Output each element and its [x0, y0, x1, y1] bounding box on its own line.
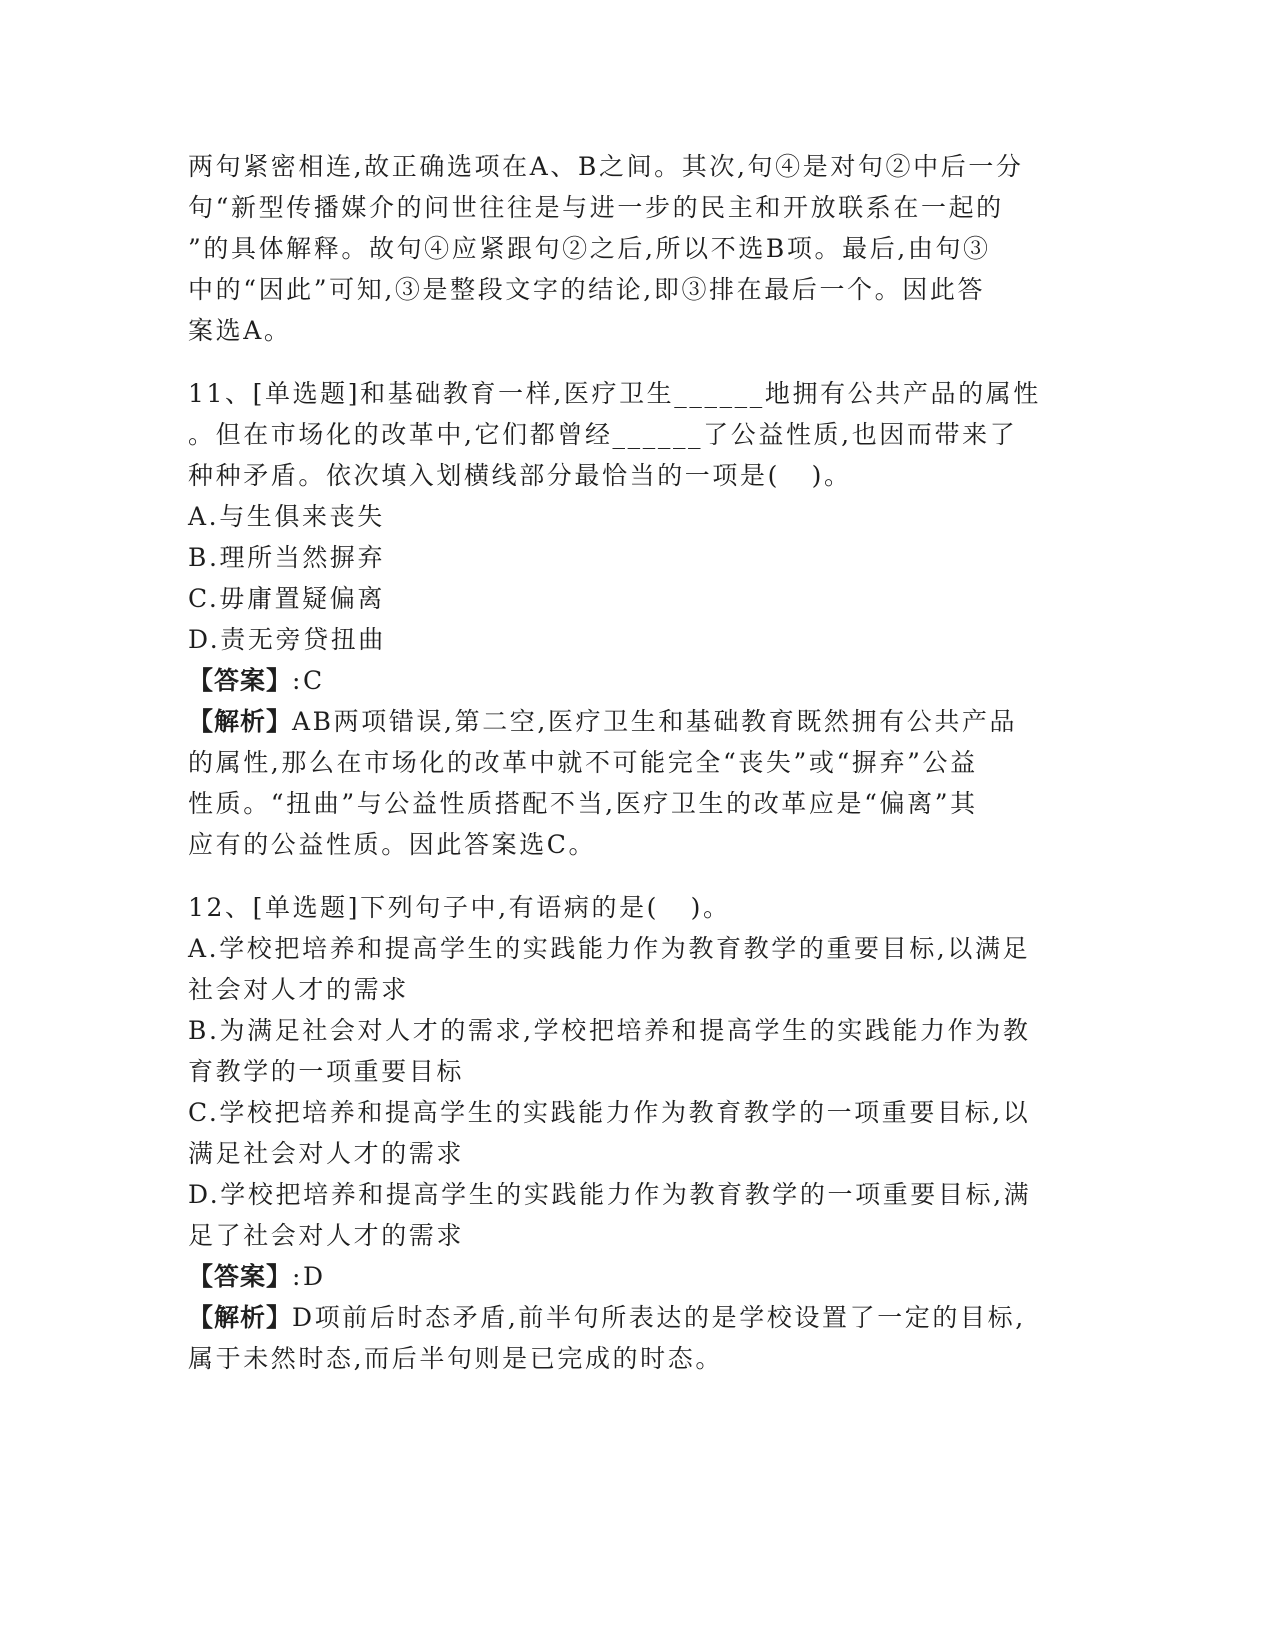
- option-line: 足了社会对人才的需求: [188, 1221, 465, 1250]
- answer-line: [188, 660, 1088, 701]
- option-line: D.学校把培养和提高学生的实践能力作为教育教学的一项重要目标,满: [188, 1180, 1032, 1209]
- answer-label: 【答案】: [188, 666, 293, 695]
- option-c: C.毋庸置疑偏离: [188, 584, 385, 613]
- answer-line: [188, 1256, 1088, 1297]
- question-stem-line: 11、[单选题]和基础教育一样,医疗卫生______地拥有公共产品的属性: [188, 379, 1041, 408]
- analysis-line: 应有的公益性质。因此答案选C。: [188, 830, 597, 859]
- analysis-line: 中的“因此”可知,③是整段文字的结论,即③排在最后一个。因此答: [188, 275, 986, 304]
- analysis-label: 【解析】: [188, 1303, 293, 1332]
- previous-analysis: [188, 146, 1088, 351]
- option-b: B.理所当然摒弃: [188, 543, 386, 572]
- option-line: 育教学的一项重要目标: [188, 1057, 465, 1086]
- document-page: [188, 146, 1088, 1379]
- analysis-line: [188, 1297, 1088, 1338]
- option-line: B.为满足社会对人才的需求,学校把培养和提高学生的实践能力作为教: [188, 1016, 1031, 1045]
- analysis-label: 【解析】: [188, 707, 293, 736]
- analysis-line: ”的具体解释。故句④应紧跟句②之后,所以不选B项。最后,由句③: [188, 234, 991, 263]
- question-stem-line: 。但在市场化的改革中,它们都曾经______了公益性质,也因而带来了: [188, 420, 1018, 449]
- question-11: [188, 373, 1088, 865]
- analysis-line: 案选A。: [188, 316, 292, 345]
- question-stem-line: 12、[单选题]下列句子中,有语病的是( )。: [188, 893, 731, 922]
- option-line: 社会对人才的需求: [188, 975, 409, 1004]
- option-line: 满足社会对人才的需求: [188, 1139, 465, 1168]
- spacer: [188, 865, 1088, 887]
- answer-value: :D: [292, 1262, 326, 1291]
- spacer: [188, 351, 1088, 373]
- question-stem-line: 种种矛盾。依次填入划横线部分最恰当的一项是( )。: [188, 461, 852, 490]
- option-d: D.责无旁贷扭曲: [188, 625, 386, 654]
- analysis-line: 的属性,那么在市场化的改革中就不可能完全“丧失”或“摒弃”公益: [188, 748, 978, 777]
- analysis-line: 两句紧密相连,故正确选项在A、B之间。其次,句④是对句②中后一分: [188, 152, 1024, 181]
- analysis-text: AB两项错误,第二空,医疗卫生和基础教育既然拥有公共产品: [292, 707, 1018, 736]
- analysis-line: [188, 701, 1088, 742]
- option-line: A.学校把培养和提高学生的实践能力作为教育教学的重要目标,以满足: [188, 934, 1031, 963]
- option-line: C.学校把培养和提高学生的实践能力作为教育教学的一项重要目标,以: [188, 1098, 1031, 1127]
- answer-label: 【答案】: [188, 1262, 293, 1291]
- analysis-line: 性质。“扭曲”与公益性质搭配不当,医疗卫生的改革应是“偏离”其: [188, 789, 978, 818]
- analysis-line: 属于未然时态,而后半句则是已完成的时态。: [188, 1344, 723, 1373]
- analysis-line: 句“新型传播媒介的问世往往是与进一步的民主和开放联系在一起的: [188, 193, 1004, 222]
- option-a: A.与生俱来丧失: [188, 502, 385, 531]
- question-12: [188, 887, 1088, 1379]
- answer-value: :C: [292, 666, 325, 695]
- analysis-text: D项前后时态矛盾,前半句所表达的是学校设置了一定的目标,: [292, 1303, 1026, 1332]
